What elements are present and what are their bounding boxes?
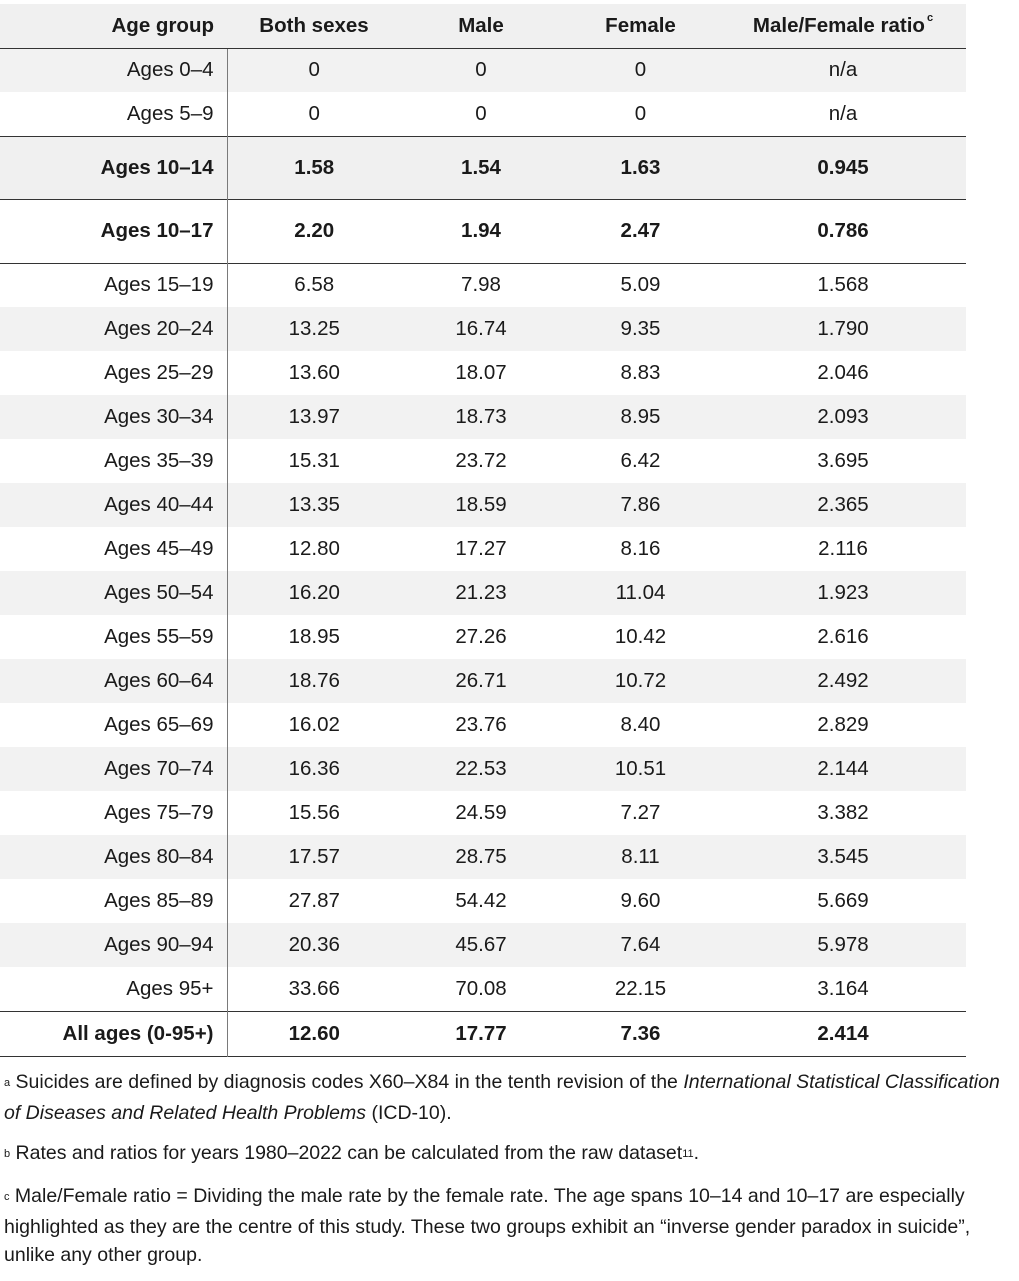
ratio-cell: 2.829 bbox=[817, 713, 869, 736]
ratio-cell: 0.786 bbox=[817, 219, 869, 242]
table-row bbox=[0, 659, 966, 703]
both-sexes-cell: 15.31 bbox=[288, 449, 340, 472]
male-cell: 54.42 bbox=[455, 889, 507, 912]
both-sexes-cell: 13.60 bbox=[288, 361, 340, 384]
both-sexes-cell: 16.36 bbox=[288, 757, 340, 780]
both-sexes-cell: 13.35 bbox=[288, 493, 340, 516]
footnote-b bbox=[4, 1139, 1016, 1170]
male-cell: 24.59 bbox=[455, 801, 507, 824]
ratio-cell: 3.382 bbox=[817, 801, 869, 824]
table-row bbox=[0, 527, 966, 571]
age-group-cell: Ages 70–74 bbox=[0, 747, 227, 791]
footnote-b-end: . bbox=[693, 1142, 700, 1164]
table-row bbox=[0, 879, 966, 923]
both-sexes-cell: 0 bbox=[308, 101, 320, 125]
table-row bbox=[0, 703, 966, 747]
male-cell: 22.53 bbox=[455, 757, 507, 780]
table-row bbox=[0, 48, 966, 92]
header-female: Female bbox=[561, 4, 720, 48]
age-group-cell: Ages 55–59 bbox=[0, 615, 227, 659]
both-sexes-cell: 20.36 bbox=[288, 933, 340, 956]
both-sexes-cell: 15.56 bbox=[288, 801, 340, 824]
ratio-cell: n/a bbox=[828, 101, 858, 125]
male-cell: 18.07 bbox=[455, 361, 507, 384]
age-group-cell: Ages 35–39 bbox=[0, 439, 227, 483]
female-cell: 9.35 bbox=[620, 317, 661, 340]
female-cell: 7.36 bbox=[620, 1021, 661, 1045]
age-group-cell: Ages 5–9 bbox=[0, 92, 227, 136]
ratio-cell: 2.093 bbox=[817, 405, 869, 428]
ratio-cell: 1.923 bbox=[817, 581, 869, 604]
both-sexes-cell: 27.87 bbox=[288, 889, 340, 912]
female-cell: 11.04 bbox=[615, 581, 666, 604]
ratio-cell: n/a bbox=[828, 58, 858, 82]
both-sexes-cell: 12.60 bbox=[288, 1021, 340, 1045]
both-sexes-cell: 33.66 bbox=[288, 976, 340, 1000]
both-sexes-cell: 12.80 bbox=[288, 537, 340, 560]
female-cell: 10.42 bbox=[614, 625, 667, 648]
footnote-c-marker: c bbox=[4, 1191, 10, 1203]
age-group-cell: Ages 20–24 bbox=[0, 307, 227, 351]
age-group-cell: Ages 25–29 bbox=[0, 351, 227, 395]
both-sexes-cell: 13.25 bbox=[288, 317, 340, 340]
header-ratio-footnote-marker: c bbox=[926, 11, 934, 24]
table-row bbox=[0, 92, 966, 136]
age-group-cell: Ages 30–34 bbox=[0, 395, 227, 439]
table-row bbox=[0, 835, 966, 879]
table-row bbox=[0, 747, 966, 791]
female-cell: 8.16 bbox=[620, 537, 661, 560]
age-group-cell: Ages 80–84 bbox=[0, 835, 227, 879]
ratio-cell: 2.365 bbox=[817, 493, 869, 516]
ratio-cell: 2.116 bbox=[818, 537, 868, 560]
age-group-cell: Ages 15–19 bbox=[0, 263, 227, 307]
table-row bbox=[0, 199, 966, 263]
age-group-cell: Ages 50–54 bbox=[0, 571, 227, 615]
ratio-cell: 3.164 bbox=[817, 976, 869, 1000]
table-row bbox=[0, 1011, 966, 1056]
both-sexes-cell: 16.02 bbox=[288, 713, 340, 736]
footnote-b-text: Rates and ratios for years 1980–2022 can be calculated from the raw dataset bbox=[10, 1142, 683, 1164]
female-cell: 10.72 bbox=[614, 669, 667, 692]
female-cell: 9.60 bbox=[620, 889, 661, 912]
age-group-cell: Ages 40–44 bbox=[0, 483, 227, 527]
female-cell: 1.63 bbox=[620, 155, 661, 179]
table-row bbox=[0, 307, 966, 351]
age-group-cell: Ages 10–17 bbox=[0, 199, 227, 263]
ratio-cell: 2.492 bbox=[817, 669, 869, 692]
ratio-cell: 0.945 bbox=[817, 155, 869, 179]
ratio-cell: 3.545 bbox=[817, 845, 869, 868]
male-cell: 70.08 bbox=[455, 976, 507, 1000]
age-group-cell: Ages 95+ bbox=[0, 967, 227, 1011]
female-cell: 7.27 bbox=[620, 801, 661, 824]
ratio-cell: 1.790 bbox=[817, 317, 869, 340]
footnotes bbox=[4, 1068, 1016, 1281]
table-row bbox=[0, 263, 966, 307]
age-group-cell: Ages 65–69 bbox=[0, 703, 227, 747]
age-group-cell: All ages (0-95+) bbox=[0, 1011, 227, 1056]
header-male: Male bbox=[401, 4, 561, 48]
male-cell: 21.23 bbox=[455, 581, 507, 604]
ratio-cell: 2.414 bbox=[817, 1021, 869, 1045]
male-cell: 7.98 bbox=[461, 273, 501, 297]
female-cell: 10.51 bbox=[614, 757, 667, 780]
both-sexes-cell: 16.20 bbox=[288, 581, 340, 604]
female-cell: 0 bbox=[634, 101, 647, 125]
table-header-row bbox=[0, 4, 966, 48]
male-cell: 45.67 bbox=[455, 933, 507, 956]
female-cell: 0 bbox=[634, 58, 647, 82]
female-cell: 7.64 bbox=[620, 933, 661, 956]
both-sexes-cell: 1.58 bbox=[294, 155, 335, 179]
footnote-a-text: Suicides are defined by diagnosis codes X60–X84 in the tenth revision of the bbox=[10, 1071, 684, 1093]
table-body bbox=[0, 48, 966, 1056]
both-sexes-cell: 0 bbox=[308, 58, 320, 82]
female-cell: 8.40 bbox=[620, 713, 661, 736]
male-cell: 26.71 bbox=[455, 669, 507, 692]
footnote-b-marker: b bbox=[4, 1148, 11, 1160]
footnote-c-text: Male/Female ratio = Dividing the male rate by the female rate. The age spans 10–14 and 10–17 are especially highlighted as they are the centre of this study. These two groups exhibit an “inverse gender paradox in suicide”, unlike any other group. bbox=[4, 1185, 971, 1266]
footnote-a-marker: a bbox=[4, 1077, 11, 1089]
female-cell: 6.42 bbox=[620, 449, 661, 472]
male-cell: 17.77 bbox=[455, 1021, 507, 1045]
ratio-cell: 3.695 bbox=[817, 449, 869, 472]
table-row bbox=[0, 615, 966, 659]
table-row bbox=[0, 439, 966, 483]
footnote-a-italic: International Statistical Classification of Diseases and Related Health Problems bbox=[4, 1071, 1000, 1124]
age-group-cell: Ages 90–94 bbox=[0, 923, 227, 967]
header-ratio bbox=[720, 4, 966, 48]
male-cell: 16.74 bbox=[455, 317, 507, 340]
age-group-cell: Ages 75–79 bbox=[0, 791, 227, 835]
table-row bbox=[0, 923, 966, 967]
male-cell: 18.59 bbox=[455, 493, 507, 516]
male-cell: 28.75 bbox=[455, 845, 507, 868]
male-cell: 1.54 bbox=[461, 155, 501, 179]
male-cell: 27.26 bbox=[455, 625, 507, 648]
table-row bbox=[0, 483, 966, 527]
age-group-cell: Ages 0–4 bbox=[0, 48, 227, 92]
header-both-sexes: Both sexes bbox=[227, 4, 401, 48]
ratio-cell: 1.568 bbox=[817, 273, 869, 297]
female-cell: 7.86 bbox=[620, 493, 661, 516]
footnote-c bbox=[4, 1182, 1016, 1269]
male-cell: 1.94 bbox=[461, 219, 501, 242]
age-group-cell: Ages 10–14 bbox=[0, 136, 227, 199]
both-sexes-cell: 2.20 bbox=[294, 219, 335, 242]
ratio-cell: 2.616 bbox=[817, 625, 869, 648]
both-sexes-cell: 13.97 bbox=[288, 405, 340, 428]
table-row bbox=[0, 351, 966, 395]
ratio-cell: 5.669 bbox=[817, 889, 869, 912]
both-sexes-cell: 6.58 bbox=[294, 273, 335, 297]
footnote-b-ref: 11 bbox=[682, 1148, 694, 1160]
footnote-a bbox=[4, 1068, 1016, 1127]
age-group-cell: Ages 60–64 bbox=[0, 659, 227, 703]
male-cell: 17.27 bbox=[455, 537, 507, 560]
age-group-cell: Ages 85–89 bbox=[0, 879, 227, 923]
female-cell: 22.15 bbox=[614, 976, 667, 1000]
table-row bbox=[0, 967, 966, 1011]
ratio-cell: 2.046 bbox=[817, 361, 869, 384]
both-sexes-cell: 18.95 bbox=[288, 625, 340, 648]
female-cell: 8.95 bbox=[620, 405, 661, 428]
female-cell: 5.09 bbox=[620, 273, 661, 297]
table-row bbox=[0, 395, 966, 439]
female-cell: 2.47 bbox=[620, 219, 661, 242]
footnote-a-tail: (ICD-10). bbox=[366, 1102, 452, 1124]
table-row bbox=[0, 571, 966, 615]
male-cell: 0 bbox=[475, 58, 487, 82]
suicide-rates-table bbox=[0, 4, 966, 1057]
table-row bbox=[0, 791, 966, 835]
male-cell: 0 bbox=[475, 101, 487, 125]
age-group-cell: Ages 45–49 bbox=[0, 527, 227, 571]
female-cell: 8.11 bbox=[621, 845, 660, 868]
table-row bbox=[0, 136, 966, 199]
male-cell: 23.76 bbox=[455, 713, 507, 736]
male-cell: 18.73 bbox=[455, 405, 507, 428]
header-ratio-label: Male/Female ratio bbox=[752, 13, 925, 37]
both-sexes-cell: 18.76 bbox=[288, 669, 340, 692]
both-sexes-cell: 17.57 bbox=[288, 845, 340, 868]
female-cell: 8.83 bbox=[620, 361, 661, 384]
ratio-cell: 2.144 bbox=[817, 757, 869, 780]
ratio-cell: 5.978 bbox=[817, 933, 869, 956]
male-cell: 23.72 bbox=[455, 449, 507, 472]
header-age-group: Age group bbox=[0, 4, 227, 48]
